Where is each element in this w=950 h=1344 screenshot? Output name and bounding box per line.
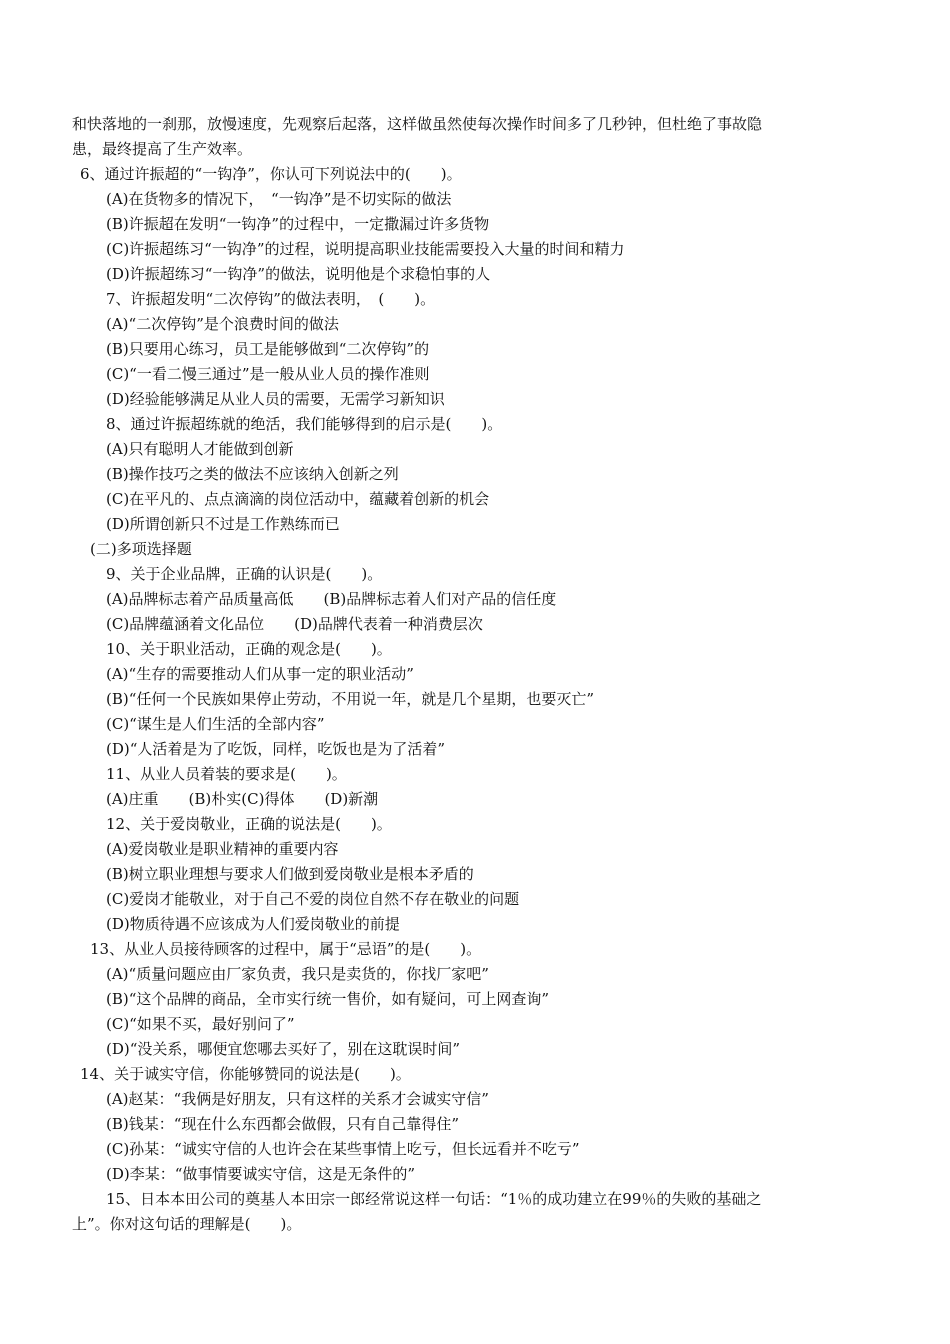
question-13: 13、从业人员接待顾客的过程中，属于“忌语”的是( )。 [90, 940, 482, 958]
question-15-continued: 上”。你对这句话的理解是( )。 [72, 1215, 302, 1233]
option-b: (B)“任何一个民族如果停止劳动，不用说一年，就是几个星期，也要灭亡” [106, 690, 595, 708]
option-c: (C)在平凡的、点点滴滴的岗位活动中，蕴藏着创新的机会 [106, 490, 490, 508]
option-a: (A)“质量问题应由厂家负责，我只是卖货的，你找厂家吧” [106, 965, 489, 983]
question-15: 15、日本本田公司的奠基人本田宗一郎经常说这样一句话：“1％的成功建立在99％的失败的基础之 [106, 1190, 762, 1208]
option-a: (A)只有聪明人才能做到创新 [106, 440, 294, 458]
option-d: (D)所谓创新只不过是工作熟练而已 [106, 515, 340, 533]
question-6: 6、通过许振超的“一钩净”，你认可下列说法中的( )。 [80, 165, 462, 183]
option-b: (B)许振超在发明“一钩净”的过程中，一定撒漏过许多货物 [106, 215, 490, 233]
question-12: 12、关于爱岗敬业，正确的说法是( )。 [106, 815, 392, 833]
option-d: (D)经验能够满足从业人员的需要，无需学习新知识 [106, 390, 445, 408]
option-b: (B)只要用心练习，员工是能够做到“二次停钩”的 [106, 340, 430, 358]
question-10: 10、关于职业活动，正确的观念是( )。 [106, 640, 392, 658]
options-cd: (C)品牌蕴涵着文化品位 (D)品牌代表着一种消费层次 [106, 615, 483, 633]
options-abcd: (A)庄重 (B)朴实(C)得体 (D)新潮 [106, 790, 379, 808]
paragraph-line: 和快落地的一刹那，放慢速度，先观察后起落，这样做虽然使每次操作时间多了几秒钟，但杜绝了事故隐 [72, 115, 763, 133]
question-7: 7、许振超发明“二次停钩”的做法表明， ( )。 [106, 290, 436, 308]
option-a: (A)爱岗敬业是职业精神的重要内容 [106, 840, 339, 858]
option-a: (A)赵某：“我俩是好朋友，只有这样的关系才会诚实守信” [106, 1090, 489, 1108]
question-11: 11、从业人员着装的要求是( )。 [106, 765, 347, 783]
option-a: (A)在货物多的情况下， “一钩净”是不切实际的做法 [106, 190, 452, 208]
option-b: (B)操作技巧之类的做法不应该纳入创新之列 [106, 465, 399, 483]
options-ab: (A)品牌标志着产品质量高低 (B)品牌标志着人们对产品的信任度 [106, 590, 557, 608]
option-b: (B)树立职业理想与要求人们做到爱岗敬业是根本矛盾的 [106, 865, 474, 883]
option-b: (B)钱某：“现在什么东西都会做假，只有自己靠得住” [106, 1115, 460, 1133]
option-d: (D)“没关系，哪便宜您哪去买好了，别在这耽误时间” [106, 1040, 461, 1058]
option-c: (C)“谋生是人们生活的全部内容” [106, 715, 325, 733]
option-a: (A)“生存的需要推动人们从事一定的职业活动” [106, 665, 414, 683]
option-d: (D)李某：“做事情要诚实守信，这是无条件的” [106, 1165, 416, 1183]
option-d: (D)物质待遇不应该成为人们爱岗敬业的前提 [106, 915, 400, 933]
question-14: 14、关于诚实守信，你能够赞同的说法是( )。 [80, 1065, 411, 1083]
option-c: (C)孙某：“诚实守信的人也许会在某些事情上吃亏，但长远看并不吃亏” [106, 1140, 580, 1158]
option-c: (C)“如果不买，最好别问了” [106, 1015, 295, 1033]
question-8: 8、通过许振超练就的绝活，我们能够得到的启示是( )。 [106, 415, 503, 433]
question-9: 9、关于企业品牌，正确的认识是( )。 [106, 565, 383, 583]
option-c: (C)许振超练习“一钩净”的过程，说明提高职业技能需要投入大量的时间和精力 [106, 240, 625, 258]
paragraph-line: 患，最终提高了生产效率。 [72, 140, 253, 158]
option-c: (C)“一看二慢三通过”是一般从业人员的操作准则 [106, 365, 430, 383]
option-a: (A)“二次停钩”是个浪费时间的做法 [106, 315, 339, 333]
section-heading: (二)多项选择题 [90, 540, 192, 558]
option-d: (D)许振超练习“一钩净”的做法，说明他是个求稳怕事的人 [106, 265, 491, 283]
option-c: (C)爱岗才能敬业，对于自己不爱的岗位自然不存在敬业的问题 [106, 890, 520, 908]
option-d: (D)“人活着是为了吃饭，同样，吃饭也是为了活着” [106, 740, 446, 758]
option-b: (B)“这个品牌的商品，全市实行统一售价，如有疑问，可上网查询” [106, 990, 550, 1008]
